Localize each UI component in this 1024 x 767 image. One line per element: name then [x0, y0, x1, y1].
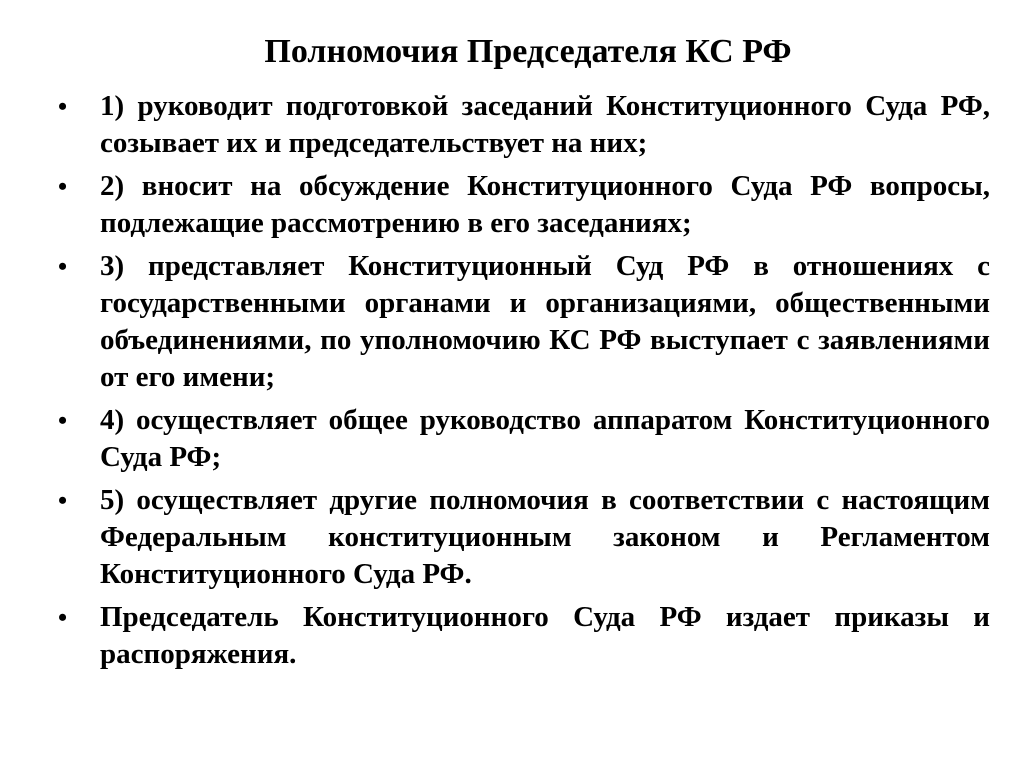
bullet-icon: • — [58, 603, 68, 632]
bullet-text: 4) осуществляет общее руководство аппаратом Конституционного Суда РФ; — [100, 404, 990, 473]
bullet-item — [58, 402, 990, 476]
bullet-text: Председатель Конституционного Суда РФ издает приказы и распоряжения. — [100, 601, 990, 670]
bullet-text: 1) руководит подготовкой заседаний Конституционного Суда РФ, созывает их и председательствует на них; — [100, 90, 990, 159]
bullet-item — [58, 248, 990, 396]
bullet-item — [58, 482, 990, 593]
bullet-item — [58, 88, 990, 162]
bullet-icon: • — [58, 252, 68, 281]
bullet-icon: • — [58, 172, 68, 201]
bullet-icon: • — [58, 406, 68, 435]
bullet-icon: • — [58, 92, 68, 121]
bullet-list — [58, 88, 990, 673]
bullet-icon: • — [58, 486, 68, 515]
bullet-text: 5) осуществляет другие полномочия в соответствии с настоящим Федеральным конституционным законом и Регламентом Конституционного Суда РФ. — [100, 484, 990, 590]
slide-title: Полномочия Председателя КС РФ — [264, 33, 792, 70]
bullet-item — [58, 168, 990, 242]
bullet-item — [58, 599, 990, 673]
bullet-text: 2) вносит на обсуждение Конституционного Суда РФ вопросы, подлежащие рассмотрению в его заседаниях; — [100, 170, 990, 239]
bullet-text: 3) представляет Конституционный Суд РФ в отношениях с государственными органами и организациями, общественными объединениями, по уполномочию КС РФ выступает с заявлениями от его имени; — [100, 250, 990, 393]
